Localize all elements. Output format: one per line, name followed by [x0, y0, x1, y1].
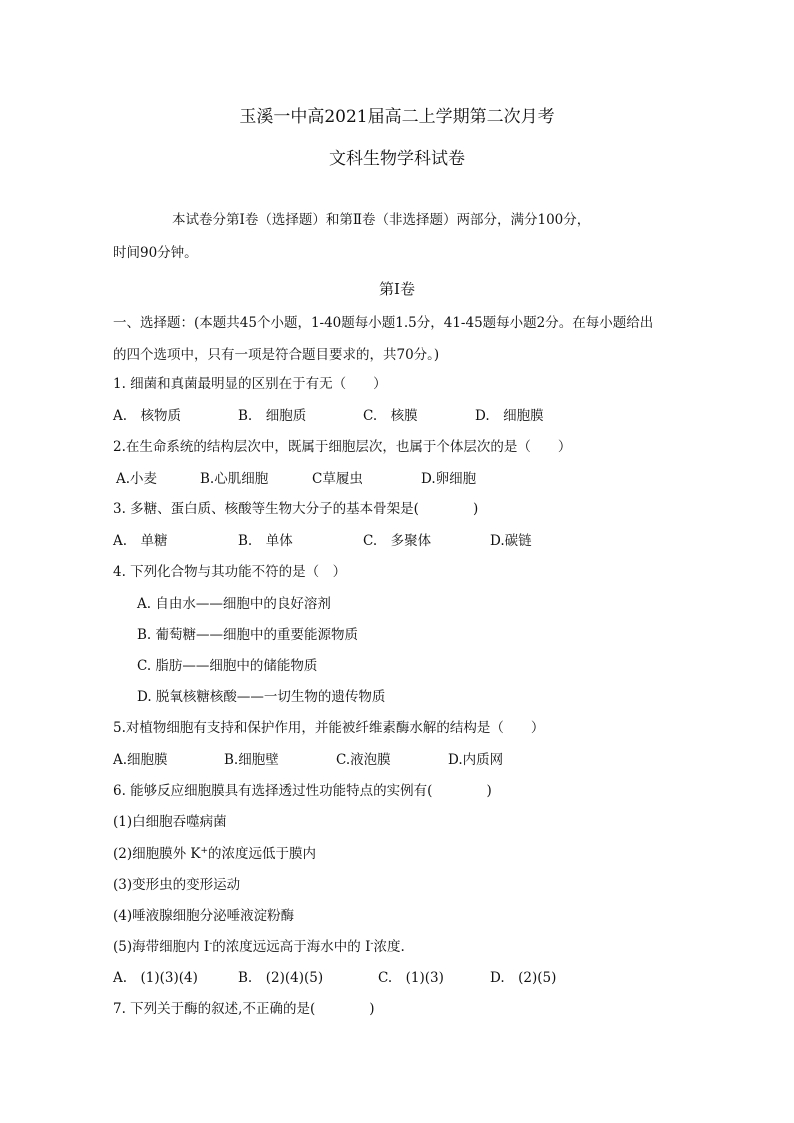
- question-3-option-a[interactable]: A. 单糖: [113, 533, 168, 549]
- question-4-option-c[interactable]: C. 脂肪——细胞中的储能物质: [137, 658, 318, 674]
- question-5-option-a[interactable]: A.细胞膜: [113, 752, 168, 768]
- section-1-line-1: 一、选择题：(本题共45个小题，1-40题每小题1.5分，41-45题每小题2分。在每小题给出: [113, 315, 654, 331]
- exam-subtitle: 文科生物学科试卷: [329, 149, 465, 169]
- question-2-option-a[interactable]: A.小麦: [116, 471, 158, 487]
- question-6-item-5: (5)海带细胞内 I-的浓度远远高于海水中的 I-浓度.: [113, 939, 405, 955]
- question-4-option-b[interactable]: B. 葡萄糖——细胞中的重要能源物质: [137, 627, 359, 643]
- question-4-stem: 4. 下列化合物与其功能不符的是（ ）: [113, 564, 347, 580]
- question-1-option-c[interactable]: C. 核膜: [363, 408, 418, 424]
- question-1-stem: 1. 细菌和真菌最明显的区别在于有无（ ）: [113, 376, 387, 392]
- question-6-option-b[interactable]: B. (2)(4)(5): [238, 970, 324, 986]
- part-1-title: 第Ⅰ卷: [379, 280, 415, 298]
- question-2-stem: 2.在生命系统的结构层次中，既属于细胞层次，也属于个体层次的是（ ）: [113, 439, 572, 455]
- question-6-option-d[interactable]: D. (2)(5): [490, 970, 557, 986]
- question-3-stem: 3. 多糖、蛋白质、核酸等生物大分子的基本骨架是( ): [113, 501, 479, 517]
- intro-line-1: 本试卷分第Ⅰ卷（选择题）和第Ⅱ卷（非选择题）两部分，满分100分，: [172, 212, 591, 228]
- question-2-option-c[interactable]: C草履虫: [312, 471, 363, 487]
- question-1-option-d[interactable]: D. 细胞膜: [475, 408, 544, 424]
- question-3-option-b[interactable]: B. 单体: [238, 533, 293, 549]
- question-6-item-3: (3)变形虫的变形运动: [113, 877, 241, 893]
- question-4-option-a[interactable]: A. 自由水——细胞中的良好溶剂: [137, 596, 331, 612]
- question-4-option-d[interactable]: D. 脱氧核糖核酸——一切生物的遗传物质: [137, 689, 386, 705]
- question-3-option-c[interactable]: C. 多聚体: [363, 533, 432, 549]
- question-5-option-b[interactable]: B.细胞壁: [224, 752, 279, 768]
- question-1-option-b[interactable]: B. 细胞质: [238, 408, 307, 424]
- question-3-option-d[interactable]: D.碳链: [490, 533, 532, 549]
- question-2-option-d[interactable]: D.卵细胞: [421, 471, 477, 487]
- question-5-option-c[interactable]: C.液泡膜: [336, 752, 391, 768]
- question-2-option-b[interactable]: B.心肌细胞: [200, 471, 269, 487]
- question-6-stem: 6. 能够反应细胞膜具有选择透过性功能特点的实例有( ): [113, 783, 492, 799]
- question-6-option-c[interactable]: C. (1)(3): [378, 970, 444, 986]
- section-1-line-2: 的四个选项中，只有一项是符合题目要求的，共70分。): [113, 347, 440, 363]
- question-6-option-a[interactable]: A. (1)(3)(4): [113, 970, 198, 986]
- question-6-item-2: (2)细胞膜外 K+的浓度远低于膜内: [113, 846, 317, 862]
- intro-line-2: 时间90分钟。: [113, 245, 198, 261]
- question-6-item-4: (4)唾液腺细胞分泌唾液淀粉酶: [113, 908, 295, 924]
- exam-title: 玉溪一中高2021届高二上学期第二次月考: [239, 107, 555, 127]
- question-1-option-a[interactable]: A. 核物质: [113, 408, 182, 424]
- question-6-item-1: (1)白细胞吞噬病菌: [113, 814, 227, 830]
- question-5-stem: 5.对植物细胞有支持和保护作用，并能被纤维素酶水解的结构是（ ）: [113, 720, 545, 736]
- question-5-option-d[interactable]: D.内质网: [448, 752, 504, 768]
- question-7-stem: 7. 下列关于酶的叙述,不正确的是( ): [113, 1001, 375, 1017]
